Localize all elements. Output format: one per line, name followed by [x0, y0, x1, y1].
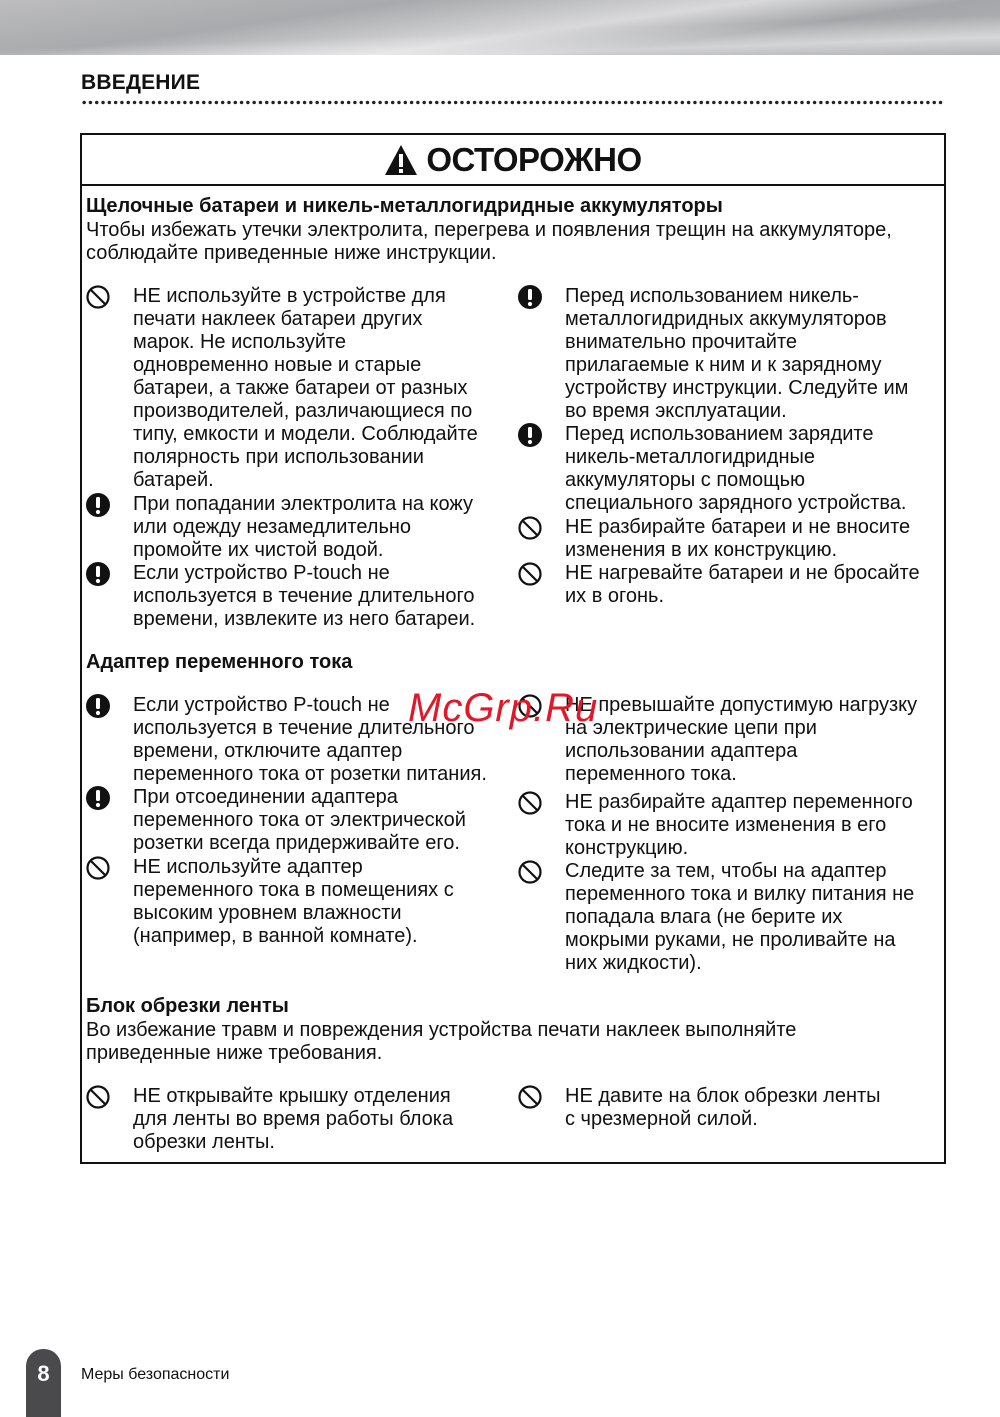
watermark: McGrp.Ru — [408, 686, 599, 730]
footer-title: Меры безопасности — [81, 1366, 230, 1383]
dotted-divider — [81, 100, 945, 105]
list-item: При отсоединении адаптера переменного тока от электрической розетки всегда придерживайте его. — [133, 786, 466, 854]
mandatory-exclamation-icon — [517, 422, 543, 448]
mandatory-exclamation-icon — [85, 785, 111, 811]
caution-header — [82, 135, 944, 186]
list-item: НЕ давите на блок обрезки ленты с чрезмерной силой. — [565, 1085, 881, 1130]
list-item: Следите за тем, чтобы на адаптер переменного тока и вилку питания не попадала влага (не берите их мокрыми руками, не проливайте на них жидкости). — [565, 860, 915, 974]
list-item: НЕ используйте адаптер переменного тока в помещениях с высоким уровнем влажности (например, в ванной комнате). — [133, 856, 454, 947]
mandatory-exclamation-icon — [85, 492, 111, 518]
batteries-heading: Щелочные батареи и никель-металлогидридные аккумуляторы — [86, 195, 723, 217]
cutter-heading: Блок обрезки ленты — [86, 995, 289, 1017]
adapter-heading: Адаптер переменного тока — [86, 651, 353, 673]
list-item: НЕ открывайте крышку отделения для ленты во время работы блока обрезки ленты. — [133, 1085, 454, 1153]
list-item: НЕ используйте в устройстве для печати наклеек батареи других марок. Не используйте одновременно новые и старые батареи, а также батареи от разных производителей, различающиеся по типу, емкости и модели. Соблюдайте полярность при использовании батарей. — [133, 285, 478, 491]
prohibition-icon — [85, 855, 111, 881]
prohibition-icon — [517, 790, 543, 816]
prohibition-icon — [85, 284, 111, 310]
list-item: Если устройство P-touch не используется в течение длительного времени, извлеките из него батареи. — [133, 562, 476, 630]
list-item: НЕ нагревайте батареи и не бросайте их в огонь. — [565, 562, 920, 607]
header-banner — [0, 0, 1000, 55]
caution-title: ОСТОРОЖНО — [426, 140, 642, 178]
list-item: При попадании электролита на кожу или одежду незамедлительно промойте их чистой водой. — [133, 493, 474, 561]
list-item: Перед использованием никель- металлогидридных аккумуляторов внимательно прочитайте прилагаемые к ним и к зарядному устройству инструкции. Следуйте им во время эксплуатации. — [565, 285, 909, 422]
prohibition-icon — [517, 515, 543, 541]
list-item: Перед использованием зарядите никель-металлогидридные аккумуляторы с помощью специального зарядного устройства. — [565, 423, 907, 514]
warning-triangle-icon — [384, 144, 418, 176]
list-item: Если устройство P-touch не используется в течение длительного времени, отключите адаптер переменного тока от розетки питания. — [133, 694, 487, 785]
list-item: НЕ превышайте допустимую нагрузку на электрические цепи при использовании адаптера переменного тока. — [565, 694, 918, 785]
prohibition-icon — [517, 859, 543, 885]
mandatory-exclamation-icon — [517, 284, 543, 310]
section-title: ВВЕДЕНИЕ — [81, 71, 201, 94]
prohibition-icon — [85, 1084, 111, 1110]
prohibition-icon — [517, 1084, 543, 1110]
mandatory-exclamation-icon — [85, 693, 111, 719]
cutter-intro: Во избежание травм и повреждения устройства печати наклеек выполняйте приведенные ниже требования. — [86, 1019, 797, 1064]
mandatory-exclamation-icon — [85, 561, 111, 587]
list-item: НЕ разбирайте адаптер переменного тока и не вносите изменения в его конструкцию. — [565, 791, 913, 859]
prohibition-icon — [517, 561, 543, 587]
batteries-intro: Чтобы избежать утечки электролита, перегрева и появления трещин на аккумуляторе, соблюдайте приведенные ниже инструкции. — [86, 219, 892, 264]
list-item: НЕ разбирайте батареи и не вносите изменения в их конструкцию. — [565, 516, 911, 561]
page-number: 8 — [26, 1349, 61, 1417]
